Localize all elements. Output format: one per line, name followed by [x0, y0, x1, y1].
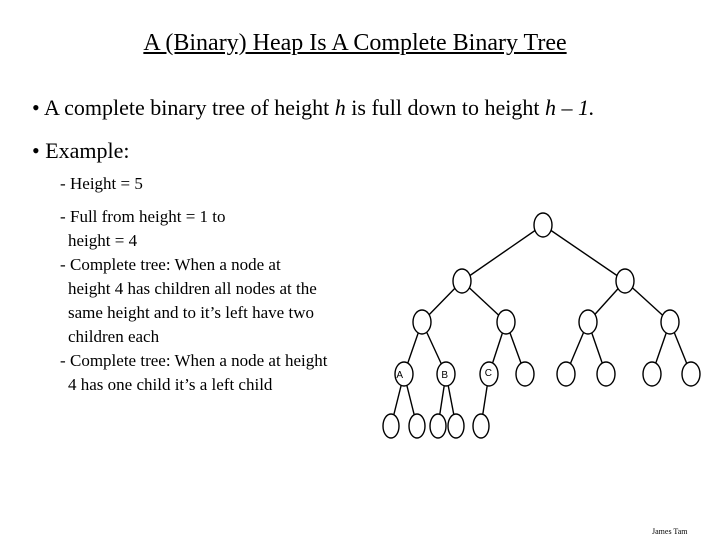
tree-node [497, 310, 515, 334]
tree-node [661, 310, 679, 334]
ct2-text-1: Complete tree: When a node at height [70, 351, 328, 370]
tree-node-leaf [430, 414, 446, 438]
tree-node [597, 362, 615, 386]
node-label-a: A [396, 370, 403, 381]
tree-node [616, 269, 634, 293]
definition-h: h [334, 95, 346, 120]
footer-author: James Tam [652, 527, 688, 536]
tree-node-leaf [383, 414, 399, 438]
ct1-text-1: Complete tree: When a node at [70, 255, 281, 274]
ct1-line-3: same height and to it’s left have two [68, 303, 314, 322]
full-line-2: height = 4 [68, 231, 138, 250]
tree-node [413, 310, 431, 334]
bullet-example: • Example: [32, 138, 130, 163]
tree-edge [543, 225, 625, 281]
sub-height: - Height = 5 [60, 174, 143, 193]
tree-node-root [534, 213, 552, 237]
definition-text-1: • A complete binary tree of height [32, 95, 335, 120]
height-text: Height = 5 [70, 174, 143, 193]
tree-nodes [383, 213, 700, 438]
ct1-line-2: height 4 has children all nodes at the [68, 279, 317, 298]
tree-node [516, 362, 534, 386]
node-label-c: C [484, 368, 492, 379]
node-label-b: B [441, 370, 448, 381]
tree-node [557, 362, 575, 386]
ct1-line-1: - Complete tree: When a node at [60, 255, 281, 274]
ct1-line-4: children each [68, 327, 160, 346]
ct2-line-2: 4 has one child it’s a left child [68, 375, 273, 394]
tree-node-leaf [448, 414, 464, 438]
ct2-line-1: - Complete tree: When a node at height [60, 351, 328, 370]
definition-h-minus-1: h – 1. [545, 95, 595, 120]
tree-node [453, 269, 471, 293]
tree-node [682, 362, 700, 386]
slide-title: A (Binary) Heap Is A Complete Binary Tree [143, 30, 567, 56]
full-line-1: - Full from height = 1 to [60, 207, 226, 226]
tree-edges [391, 225, 691, 426]
full-text-1: Full from height = 1 to [70, 207, 226, 226]
tree-edge [462, 225, 543, 281]
definition-text-2: is full down to height [345, 95, 545, 120]
tree-node-leaf [473, 414, 489, 438]
tree-node-leaf [409, 414, 425, 438]
tree-node [643, 362, 661, 386]
tree-node [579, 310, 597, 334]
